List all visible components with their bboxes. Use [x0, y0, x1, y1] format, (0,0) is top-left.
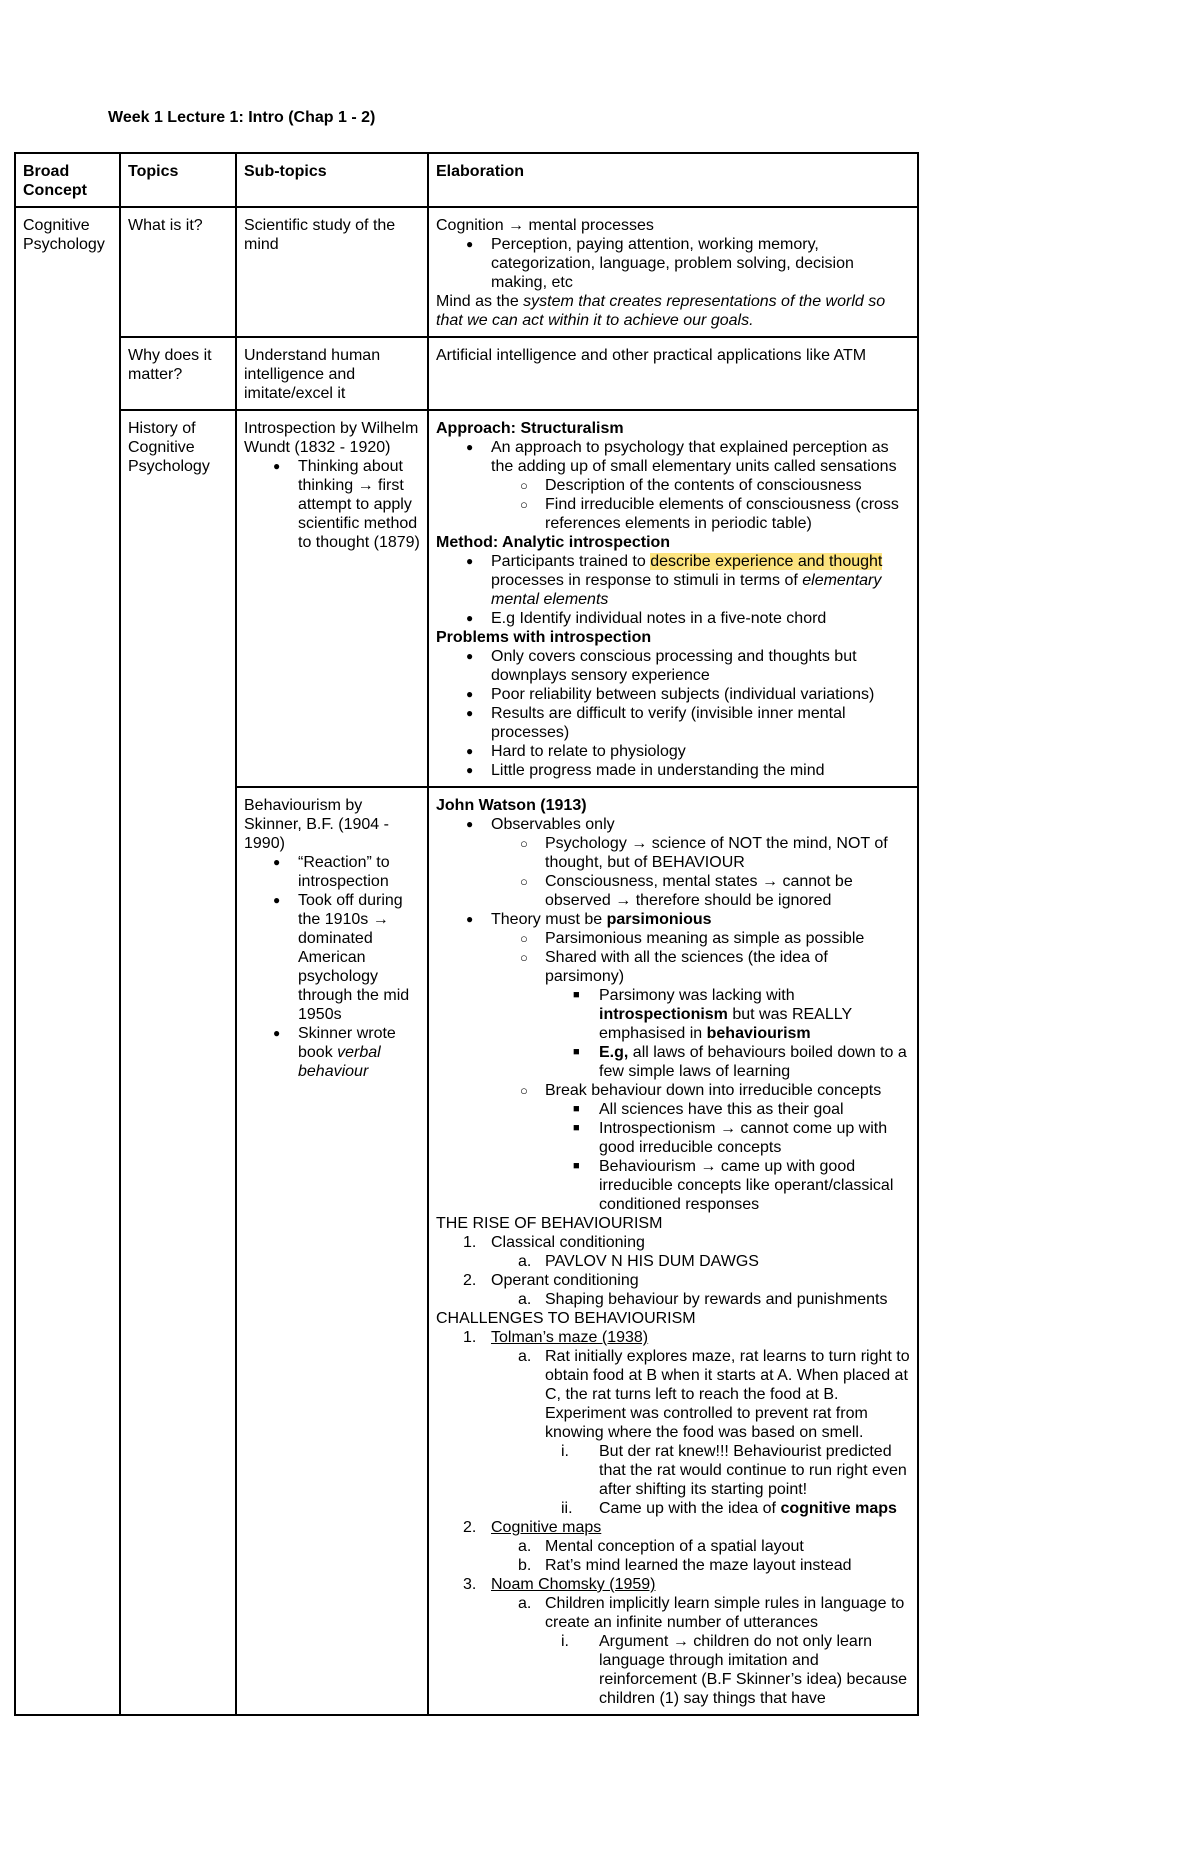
document-title: Week 1 Lecture 1: Intro (Chap 1 - 2)	[108, 109, 376, 126]
elaboration-text: Artificial intelligence and other practical applications like ATM	[436, 347, 867, 364]
subtopic-text: Introspection by Wilhelm Wundt (1832 - 1920)	[244, 420, 419, 456]
roman-list	[545, 1632, 910, 1708]
list-item: a. PAVLOV N HIS DUM DAWGS	[518, 1253, 759, 1270]
list-item: ● Little progress made in understanding the mind	[491, 761, 910, 780]
numbered-list	[436, 1233, 910, 1309]
list-item: i. But der rat knew!!! Behaviourist predicted that the rat would continue to run right even after shifting its starting point!	[561, 1443, 907, 1498]
list-item: ○ Description of the contents of consciousness	[545, 476, 910, 495]
bullet-list	[436, 647, 910, 780]
list-item: ● Thinking about thinking → first attempt to apply scientific method to thought (1879)	[298, 457, 420, 552]
list-item: 1. Classical conditioning a. PAVLOV N HIS DUM DAWGS	[491, 1233, 910, 1271]
list-item: ● Participants trained to describe experience and thought processes in response to stimuli in terms of elementary mental elements	[491, 552, 910, 609]
elaboration-italic: system that creates representations of the world so that we can act within it to achieve our goals.	[436, 293, 886, 329]
bullet-list	[436, 235, 910, 292]
bullet-list	[436, 438, 910, 533]
list-item: ○ Psychology → science of NOT the mind, NOT of thought, but of BEHAVIOUR	[545, 834, 910, 872]
bullet-list	[545, 1100, 910, 1214]
table-row	[15, 337, 918, 410]
list-item: a. Children implicitly learn simple rules in language to create an infinite number of utterances i. Argument → children do not only learn language through imitation and reinforcement (B.F Skinner’s idea) because children (1) say things that have	[545, 1594, 910, 1708]
list-item: 2. Operant conditioning a. Shaping behaviour by rewards and punishments	[491, 1271, 910, 1309]
list-item: ● Theory must be parsimonious ○ Parsimonious meaning as simple as possible ○ Shared with all the sciences (the idea of parsimony) ■ Parsimony was lacking with introspectionism but was REALLY emphasised in behaviourism ■ E.g, all laws of behaviours boiled down to a few simple laws of learning ○ Break behaviour down into irreducible concepts ■ All sciences have this as their goal ■ Introspectionism → cannot come up with good irreducible concepts ■ Behaviourism → came up with good irreducible concepts like operant/classical conditioned responses	[491, 910, 910, 1214]
list-item: ○ Find irreducible elements of consciousness (cross references elements in periodic table)	[545, 495, 910, 533]
list-item: 1. Tolman’s maze (1938) a. Rat initially explores maze, rat learns to turn right to obtain food at B when it starts at A. When placed at C, the rat turns left to reach the food at B. Experiment was controlled to prevent rat from knowing where the food was based on smell. i. But der rat knew!!! Behaviourist predicted that the rat would continue to run right even after shifting its starting point! ii. Came up with the idea of cognitive maps	[463, 1329, 910, 1517]
topic-cell	[120, 337, 236, 410]
bullet-list	[545, 986, 910, 1081]
list-item: a. Mental conception of a spatial layout	[518, 1538, 804, 1555]
subtopic-cell	[236, 337, 428, 410]
list-item: ○ Shared with all the sciences (the idea of parsimony) ■ Parsimony was lacking with introspectionism but was REALLY emphasised in behaviourism ■ E.g, all laws of behaviours boiled down to a few simple laws of learning	[545, 948, 910, 1081]
subtopic-text: Behaviourism by Skinner, B.F. (1904 - 1990)	[244, 797, 389, 852]
list-item: ● Perception, paying attention, working memory, categorization, language, problem solving, decision making, etc	[491, 235, 910, 292]
lettered-list	[491, 1347, 910, 1518]
topic-cell	[120, 410, 236, 1715]
section-heading: Problems with introspection	[436, 629, 652, 646]
subtopic-text: Understand human intelligence and imitate/excel it	[244, 347, 381, 402]
lettered-list	[491, 1537, 910, 1575]
elaboration-text: Mind as the	[436, 293, 524, 310]
roman-list	[545, 1442, 910, 1518]
lettered-list	[491, 1594, 910, 1708]
subtopic-cell	[236, 787, 428, 1715]
header-topics: Topics	[120, 153, 236, 207]
topic-cell	[120, 207, 236, 337]
list-item: ● E.g Identify individual notes in a five-note chord	[491, 609, 910, 628]
list-item: 3. Noam Chomsky (1959) a. Children implicitly learn simple rules in language to create an infinite number of utterances i. Argument → children do not only learn language through imitation and reinforcement (B.F Skinner’s idea) because children (1) say things that have	[491, 1575, 910, 1708]
header-elaboration: Elaboration	[428, 153, 918, 207]
list-item: a. Shaping behaviour by rewards and punishments	[518, 1291, 888, 1308]
elaboration-cell	[428, 787, 918, 1715]
list-item: ■ E.g, all laws of behaviours boiled down to a few simple laws of learning	[599, 1043, 910, 1081]
list-item: ○ Parsimonious meaning as simple as possible	[545, 929, 910, 948]
numbered-list	[436, 1328, 910, 1708]
list-item: i. Argument → children do not only learn language through imitation and reinforcement (B.F Skinner’s idea) because children (1) say things that have	[561, 1633, 907, 1707]
header-broad-concept: Broad Concept	[15, 153, 120, 207]
list-item: ● Hard to relate to physiology	[491, 742, 910, 761]
topic-text: What is it?	[128, 217, 203, 234]
lettered-list	[491, 1252, 910, 1271]
section-heading: Method: Analytic introspection	[436, 534, 671, 551]
list-item: ● Took off during the 1910s → dominated American psychology through the mid 1950s	[298, 891, 420, 1024]
section-heading: Approach: Structuralism	[436, 420, 624, 437]
broad-concept-cell	[15, 207, 120, 1715]
topic-text: History of Cognitive Psychology	[128, 420, 210, 475]
elaboration-cell	[428, 410, 918, 787]
list-item: ■ Introspectionism → cannot come up with good irreducible concepts	[599, 1119, 910, 1157]
bullet-list	[436, 552, 910, 628]
list-item: ii. Came up with the idea of cognitive maps	[561, 1500, 897, 1517]
list-item: 2. Cognitive maps a. Mental conception of a spatial layout b. Rat’s mind learned the maze layout instead	[491, 1518, 910, 1575]
header-row	[15, 153, 918, 207]
bullet-list	[491, 476, 910, 533]
header-subtopics: Sub-topics	[236, 153, 428, 207]
section-heading: THE RISE OF BEHAVIOURISM	[436, 1215, 663, 1232]
lettered-list	[491, 1290, 910, 1309]
list-item: ● Poor reliability between subjects (individual variations)	[491, 685, 910, 704]
table-row	[15, 410, 918, 787]
list-item: ■ Parsimony was lacking with introspectionism but was REALLY emphasised in behaviourism	[599, 986, 910, 1043]
list-item: ○ Consciousness, mental states → cannot be observed → therefore should be ignored	[545, 872, 910, 910]
list-item: ● Only covers conscious processing and thoughts but downplays sensory experience	[491, 647, 910, 685]
list-item: ○ Break behaviour down into irreducible concepts ■ All sciences have this as their goal ■ Introspectionism → cannot come up with good irreducible concepts ■ Behaviourism → came up with good irreducible concepts like operant/classical conditioned responses	[545, 1081, 910, 1214]
bullet-list	[244, 457, 420, 552]
highlighted-text: describe experience and thought	[650, 553, 883, 570]
list-item: ● Skinner wrote book verbal behaviour	[298, 1024, 420, 1081]
table-row	[15, 207, 918, 337]
subtopic-cell	[236, 207, 428, 337]
list-item: ■ Behaviourism → came up with good irreducible concepts like operant/classical conditioned responses	[599, 1157, 910, 1214]
topic-text: Why does it matter?	[128, 347, 212, 383]
section-heading: CHALLENGES TO BEHAVIOURISM	[436, 1310, 696, 1327]
list-item: ● “Reaction” to introspection	[298, 853, 420, 891]
notes-table	[14, 152, 919, 1716]
list-item: ● Results are difficult to verify (invisible inner mental processes)	[491, 704, 910, 742]
list-item: ■ All sciences have this as their goal	[599, 1100, 910, 1119]
elaboration-line: Cognition → mental processes	[436, 217, 654, 234]
broad-concept-text: Cognitive Psychology	[23, 217, 105, 253]
elaboration-cell	[428, 207, 918, 337]
bullet-list	[491, 929, 910, 1214]
bullet-list	[436, 815, 910, 1214]
bullet-list	[244, 853, 420, 1081]
subtopic-cell	[236, 410, 428, 787]
elaboration-cell	[428, 337, 918, 410]
subtopic-text: Scientific study of the mind	[244, 217, 396, 253]
section-heading: John Watson (1913)	[436, 797, 587, 814]
list-item: ● An approach to psychology that explained perception as the adding up of small elementary units called sensations ○ Description of the contents of consciousness ○ Find irreducible elements of consciousness (cross references elements in periodic table)	[491, 438, 910, 533]
list-item: a. Rat initially explores maze, rat learns to turn right to obtain food at B when it starts at A. When placed at C, the rat turns left to reach the food at B. Experiment was controlled to prevent rat from knowing where the food was based on smell. i. But der rat knew!!! Behaviourist predicted that the rat would continue to run right even after shifting its starting point! ii. Came up with the idea of cognitive maps	[518, 1348, 910, 1517]
list-item: ● Observables only ○ Psychology → science of NOT the mind, NOT of thought, but of BEHAVIOUR ○ Consciousness, mental states → cannot be observed → therefore should be ignored	[491, 815, 910, 910]
bullet-list	[491, 834, 910, 910]
list-item: b. Rat’s mind learned the maze layout instead	[518, 1557, 852, 1574]
